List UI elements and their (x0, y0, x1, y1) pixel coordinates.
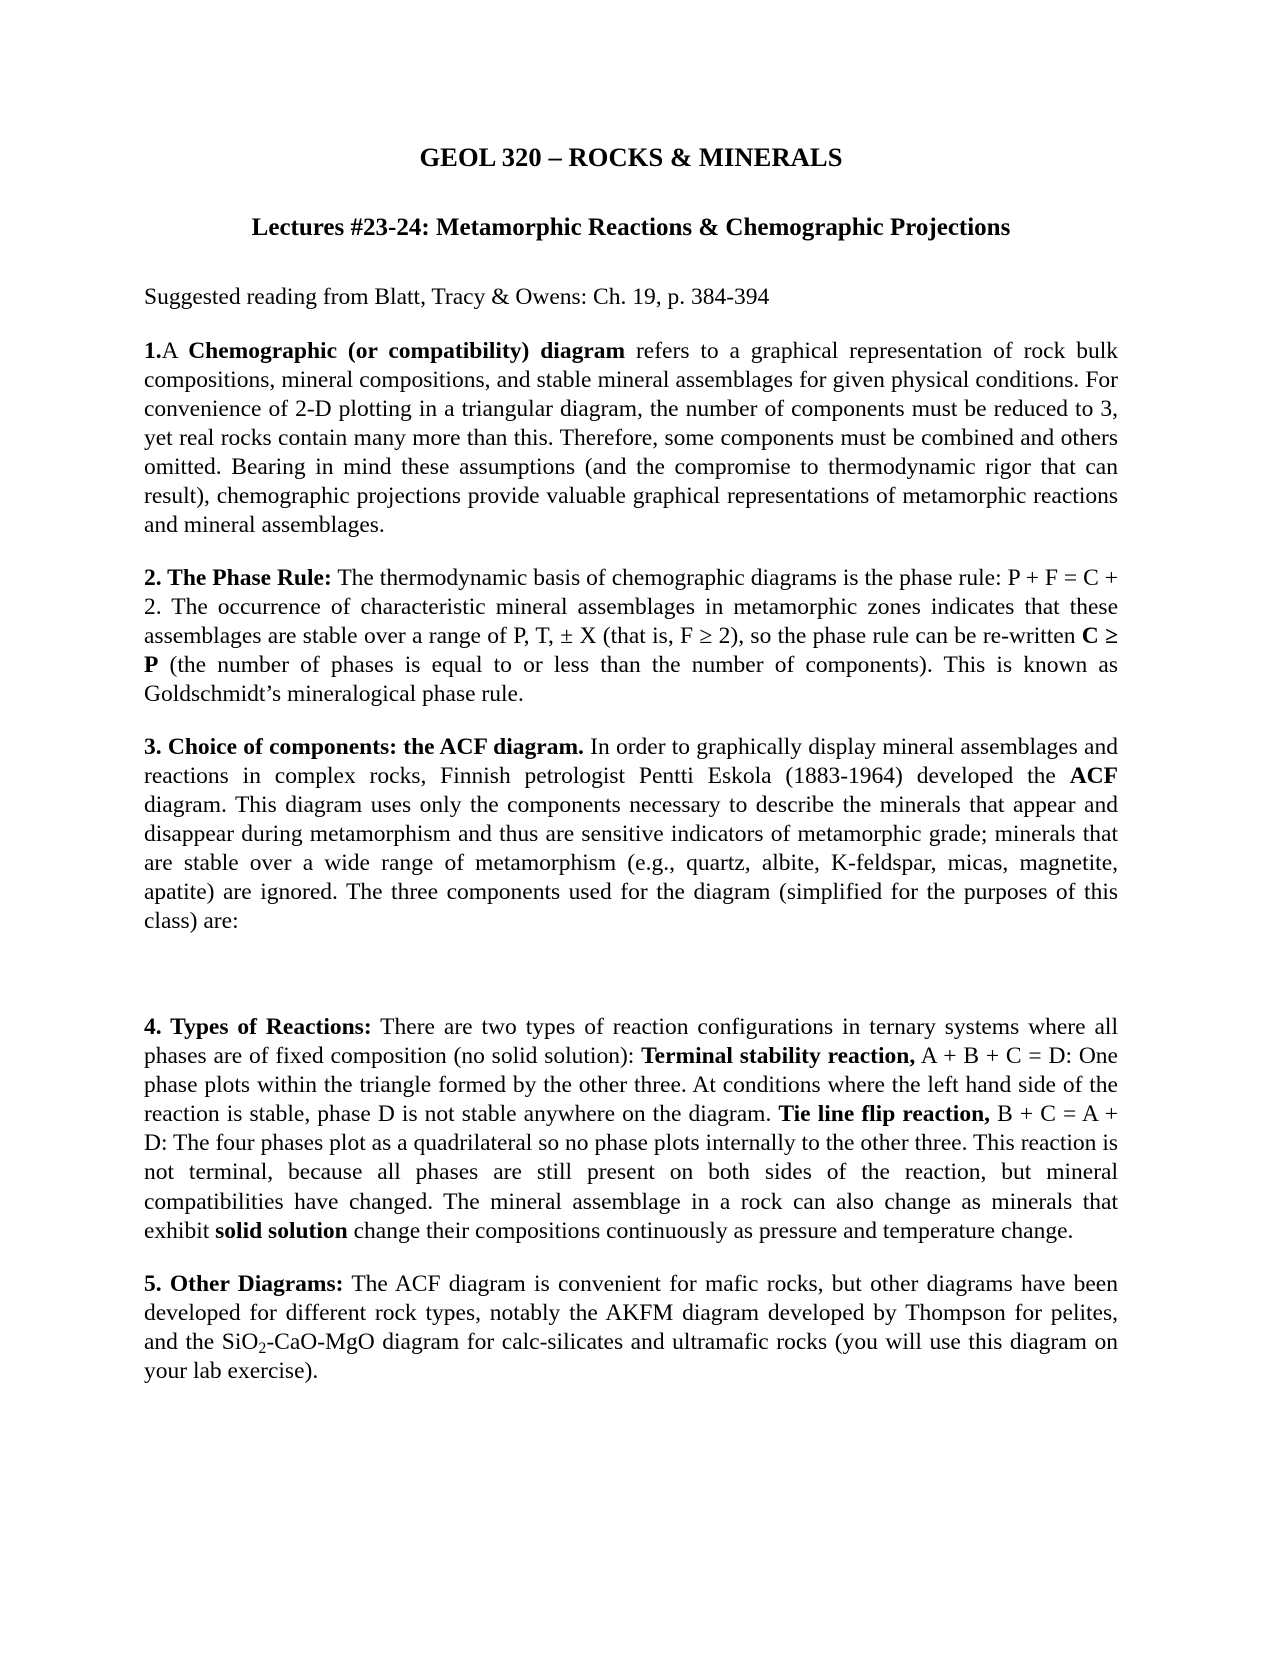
section-2-paragraph (144, 564, 1118, 709)
suggested-reading: Suggested reading from Blatt, Tracy & Owens: Ch. 19, p. 384-394 (144, 284, 770, 311)
section-1-body: refers to a graphical representation of rock bulk compositions, mineral compositions, and stable mineral assemblages for given physical conditions. For convenience of 2-D plotting in a triangular diagram, the number of components must be reduced to 3, yet real rocks contain many more than this. Therefore, some components must be combined and others omitted. Bearing in mind these assumptions (and the compromise to thermodynamic rigor that can result), chemographic projections provide valuable graphical representations of metamorphic reactions and mineral assemblages. (144, 338, 1118, 539)
section-5-part-2: -CaO-MgO diagram for calc-silicates and ultramafic rocks (you will use this diagram on your lab exercise). (144, 1328, 1118, 1384)
page-title: GEOL 320 – ROCKS & MINERALS (419, 142, 843, 172)
section-4-heading: 4. Types of Reactions: (144, 1014, 372, 1041)
section-2-part-2: (the number of phases is equal to or less than the number of components). This is known as Goldschmidt’s mineralogical phase rule. (144, 652, 1118, 708)
section-3-paragraph (144, 733, 1118, 936)
section-1-lead: A (161, 338, 189, 365)
section-4-part-4: change their compositions continuously as pressure and temperature change. (347, 1217, 1074, 1244)
section-2-bold-rule: C ≥ P (144, 623, 1118, 679)
section-4-part-1: There are two types of reaction configurations in ternary systems where all phases are of fixed composition (no solid solution): (144, 1014, 1118, 1070)
lecture-subtitle: Lectures #23-24: Metamorphic Reactions & Chemographic Projections (251, 214, 1011, 242)
section-4-bold-terminal: Terminal stability reaction, (641, 1043, 916, 1070)
section-3-part-1: In order to graphically display mineral assemblages and reactions in complex rocks, Finnish petrologist Pentti Eskola (1883-1964) developed the (144, 734, 1118, 790)
section-1-bold-term: Chemographic (or compatibility) diagram (188, 338, 626, 365)
document-body (144, 0, 1118, 1386)
section-2-heading: 2. The Phase Rule: (144, 565, 332, 592)
section-1-number: 1. (144, 338, 162, 365)
section-4-bold-tieline: Tie line flip reaction, (778, 1101, 991, 1128)
section-5-sub-1: 2 (258, 1339, 267, 1357)
section-5-part-1: The ACF diagram is convenient for mafic rocks, but other diagrams have been developed for different rock types, notably the AKFM diagram developed by Thompson for pelites, and the SiO (144, 1270, 1118, 1355)
section-5-paragraph (144, 1270, 1118, 1386)
section-3-heading: 3. Choice of components: the ACF diagram. (144, 734, 584, 761)
section-1-paragraph (144, 337, 1118, 540)
acf-component-definitions (144, 936, 1118, 966)
section-4-part-3: B + C = A + D: The four phases plot as a quadrilateral so no phase plots internally to the other three. This reaction is not terminal, because all phases are still present on both sides of the reaction, but mineral compatibilities have changed. The mineral assemblage in a rock can also change as minerals that exhibit (144, 1101, 1118, 1244)
section-2-part-1: The thermodynamic basis of chemographic diagrams is the phase rule: P + F = C + 2. The occurrence of characteristic mineral assemblages in metamorphic zones indicates that these assemblages are stable over a range of P, T, ± X (that is, F ≥ 2), so the phase rule can be re-written (144, 565, 1118, 650)
section-5-heading: 5. Other Diagrams: (144, 1270, 344, 1297)
section-3-bold-acf: ACF (1069, 763, 1118, 790)
section-3-part-2: diagram. This diagram uses only the components necessary to describe the minerals that appear and disappear during metamorphism and thus are sensitive indicators of metamorphic grade; minerals that are stable over a wide range of metamorphism (e.g., quartz, albite, K-feldspar, micas, magnetite, apatite) are ignored. The three components used for the diagram (simplified for the purposes of this class) are: (144, 792, 1118, 935)
section-4-part-2: A + B + C = D: One phase plots within the triangle formed by the other three. At conditions where the left hand side of the reaction is stable, phase D is not stable anywhere on the diagram. (144, 1043, 1118, 1128)
section-4-bold-solidsolution: solid solution (215, 1217, 348, 1244)
section-4-paragraph (144, 1013, 1118, 1245)
